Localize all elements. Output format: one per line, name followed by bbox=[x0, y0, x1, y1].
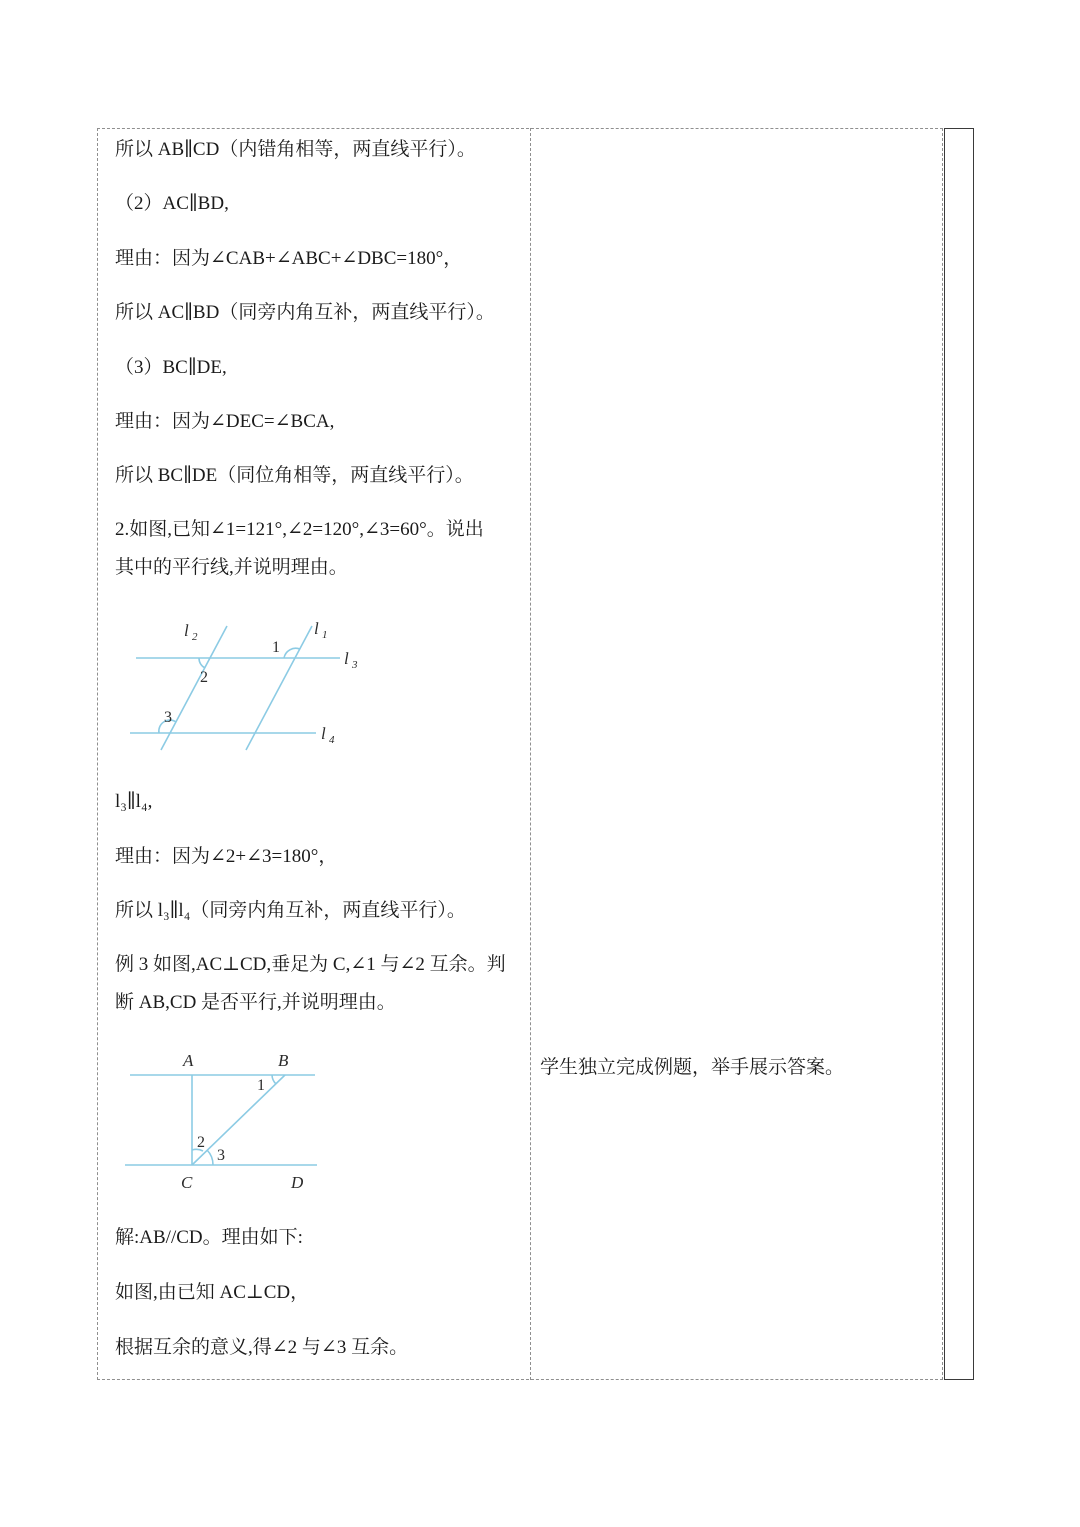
text-line: 如图,由已知 AC⊥CD， bbox=[115, 1282, 310, 1303]
text-line: 断 AB,CD 是否平行,并说明理由。 bbox=[115, 992, 396, 1013]
label-C: C bbox=[181, 1173, 193, 1192]
label-A: A bbox=[183, 1051, 194, 1070]
angle-2-label: 2 bbox=[197, 1134, 205, 1151]
angle-1-label: 1 bbox=[272, 639, 280, 656]
parallel-lines-diagram bbox=[128, 612, 368, 772]
angle-2-label: 2 bbox=[200, 669, 208, 686]
line-l2 bbox=[161, 626, 227, 750]
angle-1-arc bbox=[272, 1075, 276, 1084]
angle-2-arc bbox=[199, 658, 205, 668]
text-line: （2）AC∥BD, bbox=[115, 193, 229, 214]
label-l4-sub: 4 bbox=[329, 734, 335, 746]
label-l3: l bbox=[344, 649, 349, 668]
angle-3-label: 3 bbox=[164, 709, 172, 726]
label-B: B bbox=[278, 1051, 289, 1070]
column-divider bbox=[530, 128, 531, 1380]
text-line: 2.如图,已知∠1=121°,∠2=120°,∠3=60°。说出 bbox=[115, 519, 484, 540]
angle-1-label: 1 bbox=[257, 1077, 265, 1094]
text-line: 理由：因为∠CAB+∠ABC+∠DBC=180°， bbox=[115, 248, 463, 269]
text-line: （3）BC∥DE, bbox=[115, 357, 227, 378]
teacher-note: 学生独立完成例题，举手展示答案。 bbox=[540, 1057, 845, 1078]
label-l4: l bbox=[321, 724, 326, 743]
text-line: 所以 l₃∥l₄（同旁内角互补，两直线平行）。 bbox=[115, 900, 466, 921]
right-margin-column bbox=[944, 128, 974, 1380]
text-line: 解:AB//CD。理由如下: bbox=[115, 1227, 303, 1248]
text-line: 其中的平行线,并说明理由。 bbox=[115, 557, 348, 578]
text-line: 所以 AC∥BD（同旁内角互补，两直线平行）。 bbox=[115, 302, 495, 323]
text-line: 例 3 如图,AC⊥CD,垂足为 C,∠1 与∠2 互余。判 bbox=[115, 954, 506, 975]
label-l1: l bbox=[314, 619, 319, 638]
text-line: l₃∥l₄, bbox=[115, 791, 153, 812]
segment-CB bbox=[192, 1075, 285, 1165]
label-l2-sub: 2 bbox=[192, 631, 198, 643]
label-D: D bbox=[291, 1173, 304, 1192]
label-l1-sub: 1 bbox=[322, 629, 328, 641]
text-line: 理由：因为∠DEC=∠BCA, bbox=[115, 411, 335, 432]
angle-3-label: 3 bbox=[217, 1147, 225, 1164]
label-l3-sub: 3 bbox=[352, 659, 358, 671]
angle-3-arc bbox=[207, 1150, 213, 1165]
text-line: 所以 AB∥CD（内错角相等，两直线平行）。 bbox=[115, 139, 476, 160]
text-line: 所以 BC∥DE（同位角相等，两直线平行）。 bbox=[115, 465, 474, 486]
text-line: 根据互余的意义,得∠2 与∠3 互余。 bbox=[115, 1337, 409, 1358]
text-line: 理由：因为∠2+∠3=180°， bbox=[115, 846, 338, 867]
perpendicular-diagram bbox=[125, 1042, 325, 1202]
label-l2: l bbox=[184, 621, 189, 640]
